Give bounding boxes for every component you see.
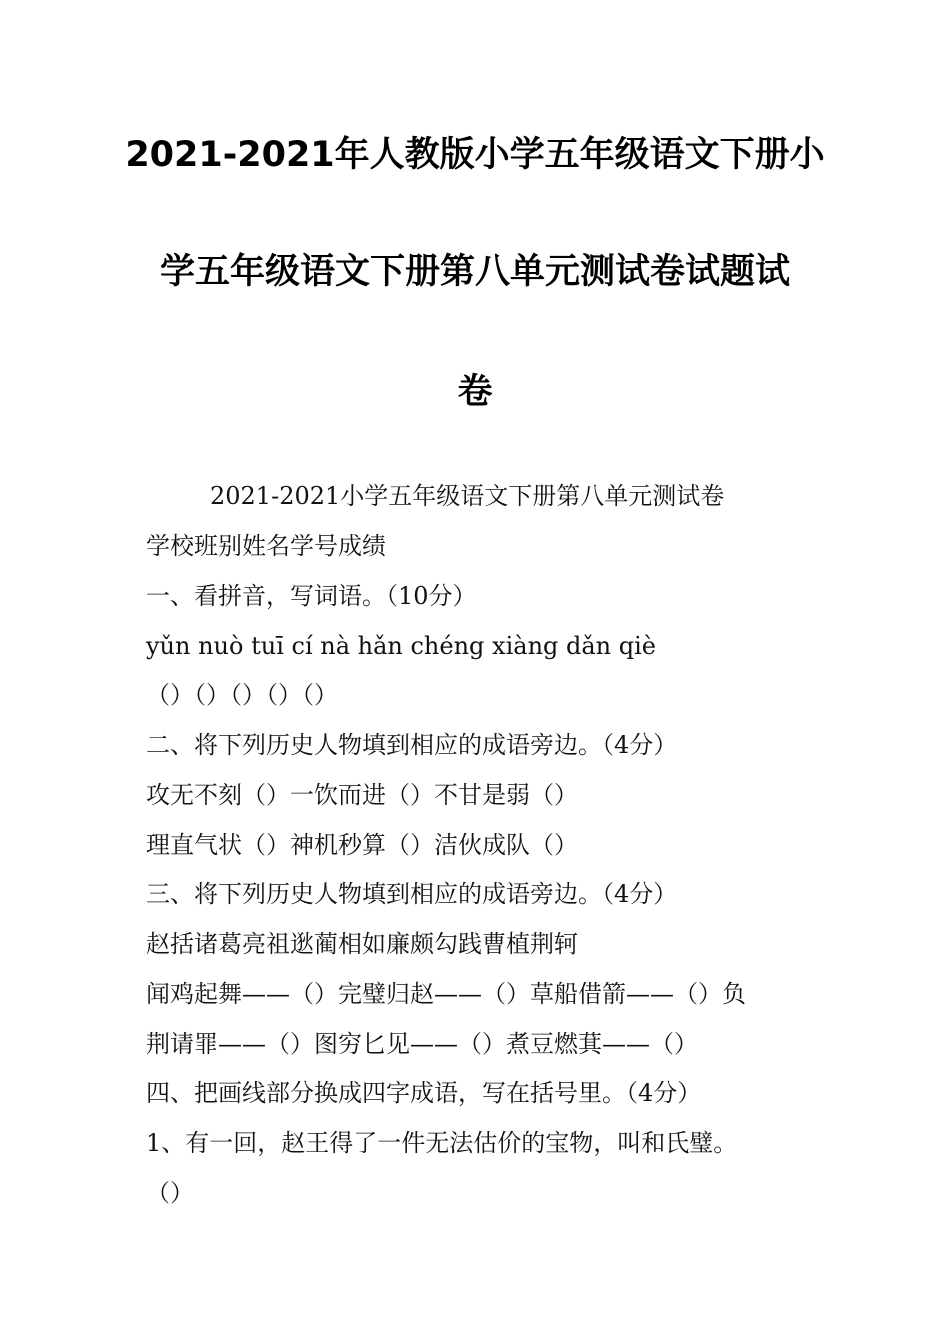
- historical-figures-line: 赵括诸葛亮祖逖蔺相如廉颇勾践曹植荆轲: [146, 930, 578, 958]
- idiom-line-1: 攻无不刻（）一饮而进（）不甘是弱（）: [146, 781, 578, 809]
- section-3-heading: 三、将下列历史人物填到相应的成语旁边。（4分）: [146, 880, 678, 908]
- section-4-heading: 四、把画线部分换成四字成语，写在括号里。（4分）: [146, 1079, 702, 1107]
- idiom-match-line-1: 闻鸡起舞——（）完璧归赵——（）草船借箭——（）负: [146, 980, 746, 1008]
- section-1-heading: 一、看拼音，写词语。（10分）: [146, 582, 477, 610]
- idiom-match-line-2: 荆请罪——（）图穷匕见——（）煮豆燃萁——（）: [146, 1030, 698, 1058]
- answer-blanks-line: （）（）（）（）（）: [146, 681, 338, 709]
- student-info-line: 学校班别姓名学号成绩: [146, 532, 386, 560]
- test-subtitle: 2021-2021小学五年级语文下册第八单元测试卷: [210, 482, 725, 510]
- pinyin-line: yǔn nuò tuī cí nà hǎn chéng xiàng dǎn qiè: [146, 632, 657, 660]
- idiom-line-2: 理直气状（）神机秒算（）洁伙成队（）: [146, 831, 578, 859]
- document-title-line-2: 学五年级语文下册第八单元测试卷试题试: [159, 252, 790, 292]
- question-1-answer-blank: （）: [146, 1179, 194, 1207]
- document-title-line-3: 卷: [457, 372, 493, 412]
- section-2-heading: 二、将下列历史人物填到相应的成语旁边。（4分）: [146, 731, 678, 759]
- document-title-line-1: 2021-2021年人教版小学五年级语文下册小: [125, 135, 825, 175]
- question-1-line: 1、有一回，赵王得了一件无法估价的宝物，叫和氏璧。: [146, 1129, 738, 1157]
